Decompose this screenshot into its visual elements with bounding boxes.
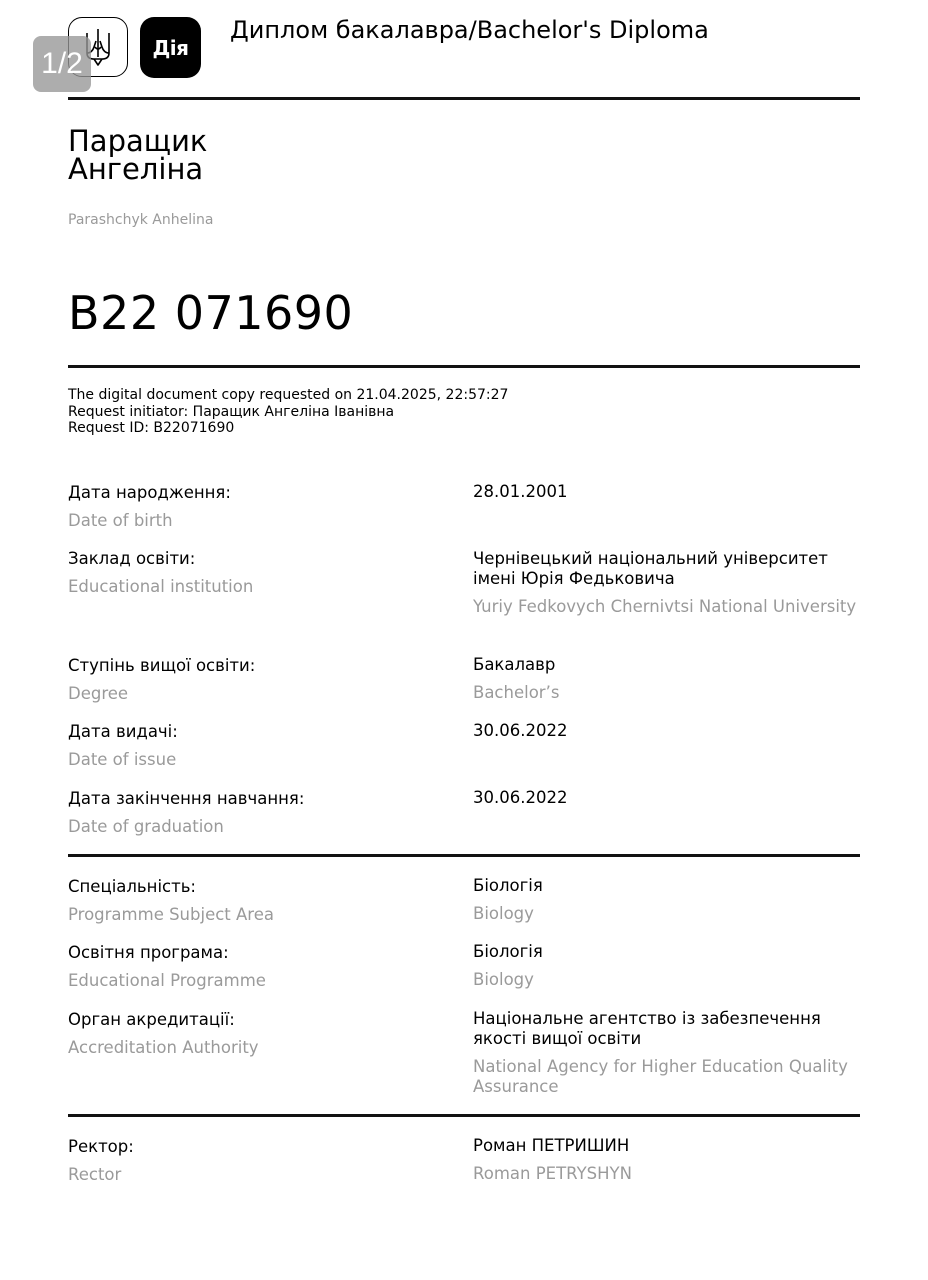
- rector-value-en: Roman PETRYSHYN: [473, 1164, 632, 1183]
- institution-value-en: Yuriy Fedkovych Chernivtsi National University: [473, 597, 857, 616]
- rector-value: Роман ПЕТРИШИН: [473, 1136, 630, 1155]
- issue-label-en: Date of issue: [68, 750, 177, 769]
- document-number: B22 071690: [68, 286, 354, 340]
- institution-label: Заклад освіти:: [68, 549, 196, 568]
- program-value: Біологія: [473, 942, 543, 961]
- accreditation-label-en: Accreditation Authority: [68, 1038, 259, 1057]
- holder-given-name: Ангеліна: [68, 152, 204, 186]
- birth-value: 28.01.2001: [473, 482, 568, 501]
- program-label: Освітня програма:: [68, 943, 229, 962]
- degree-value: Бакалавр: [473, 655, 556, 674]
- institution-label-en: Educational institution: [68, 577, 254, 596]
- graduation-value: 30.06.2022: [473, 788, 568, 807]
- graduation-label: Дата закінчення навчання:: [68, 789, 305, 808]
- birth-label-en: Date of birth: [68, 511, 173, 530]
- specialty-value: Біологія: [473, 876, 543, 895]
- program-value-en: Biology: [473, 970, 534, 989]
- degree-label-en: Degree: [68, 684, 129, 703]
- birth-label: Дата народження:: [68, 483, 231, 502]
- section-divider-1: [68, 854, 860, 857]
- degree-label: Ступінь вищої освіти:: [68, 656, 256, 675]
- number-divider: [68, 365, 860, 368]
- specialty-label-en: Programme Subject Area: [68, 905, 274, 924]
- graduation-label-en: Date of graduation: [68, 817, 224, 836]
- holder-surname: Паращик: [68, 124, 208, 158]
- request-initiator: Request initiator: Паращик Ангеліна Іванівна: [68, 403, 395, 420]
- accreditation-value: Національне агентство із забезпечення якості вищої освіти: [473, 1009, 821, 1048]
- request-info: [68, 387, 508, 437]
- accreditation-label: Орган акредитації:: [68, 1010, 235, 1029]
- diia-logo: [140, 17, 201, 78]
- document-title: Диплом бакалавра/Bachelor's Diploma: [230, 16, 709, 44]
- holder-name-latin: Parashchyk Anhelina: [68, 212, 214, 228]
- institution-value: Чернівецький національний університет імені Юрія Федьковича: [473, 549, 828, 588]
- program-label-en: Educational Programme: [68, 971, 266, 990]
- request-date: The digital document copy requested on 21.04.2025, 22:57:27: [68, 387, 509, 403]
- specialty-label: Спеціальність:: [68, 877, 196, 896]
- rector-label-en: Rector: [68, 1165, 122, 1184]
- page-indicator: 1/2: [33, 36, 91, 92]
- header-divider: [68, 97, 860, 100]
- diia-logo-text: Дія: [152, 35, 189, 60]
- issue-label: Дата видачі:: [68, 722, 178, 741]
- rector-label: Ректор:: [68, 1137, 134, 1156]
- issue-value: 30.06.2022: [473, 721, 568, 740]
- holder-name: [68, 124, 208, 186]
- degree-value-en: Bachelor’s: [473, 683, 560, 702]
- request-id: Request ID: B22071690: [68, 420, 235, 436]
- section-divider-2: [68, 1114, 860, 1117]
- accreditation-value-en: National Agency for Higher Education Quality Assurance: [473, 1057, 848, 1096]
- specialty-value-en: Biology: [473, 904, 534, 923]
